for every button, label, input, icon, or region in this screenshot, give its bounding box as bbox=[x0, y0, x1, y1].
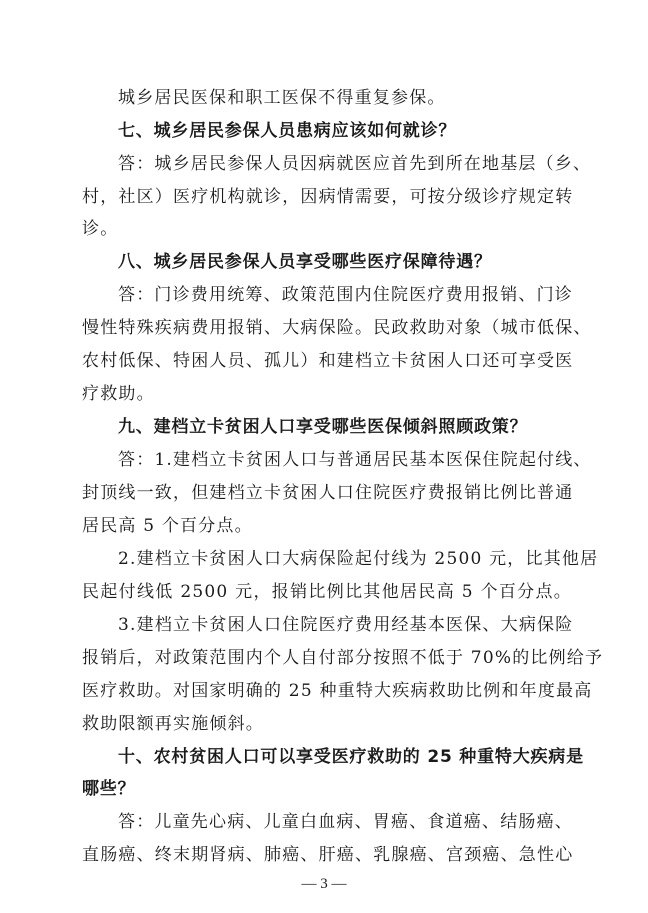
paragraph-line: 报销后，对政策范围内个人自付部分按照不低于 70%的比例给予 bbox=[82, 648, 604, 668]
paragraph-line: 疗救助。 bbox=[82, 384, 155, 404]
paragraph-line: 答：儿童先心病、儿童白血病、胃癌、食道癌、结肠癌、 bbox=[118, 812, 573, 832]
paragraph-line: 2.建档立卡贫困人口大病保险起付线为 2500 元，比其他居 bbox=[118, 549, 599, 569]
paragraph-line: 医疗救助。对国家明确的 25 种重特大疾病救助比例和年度最高 bbox=[82, 681, 593, 701]
paragraph-line: 村，社区）医疗机构就诊，因病情需要，可按分级诊疗规定转 bbox=[82, 187, 574, 207]
section-heading-8: 八、城乡居民参保人员享受哪些医疗保障待遇？ bbox=[118, 252, 492, 272]
section-heading-10-continued: 哪些？ bbox=[82, 779, 136, 799]
paragraph-line: 民起付线低 2500 元，报销比例比其他居民高 5 个百分点。 bbox=[82, 582, 572, 602]
paragraph-line: 答：城乡居民参保人员因病就医应首先到所在地基层（乡、 bbox=[118, 154, 592, 174]
page-number: — 3 — bbox=[301, 876, 347, 892]
paragraph-line: 农村低保、特困人员、孤儿）和建档立卡贫困人口还可享受医 bbox=[82, 351, 574, 371]
paragraph-line: 直肠癌、终末期肾病、肺癌、肝癌、乳腺癌、宫颈癌、急性心 bbox=[82, 845, 574, 865]
paragraph-line: 封顶线一致，但建档立卡贫困人口住院医疗费报销比例比普通 bbox=[82, 483, 574, 503]
paragraph-line: 3.建档立卡贫困人口住院医疗费用经基本医保、大病保险 bbox=[118, 615, 574, 635]
paragraph-line: 慢性特殊疾病费用报销、大病保险。民政救助对象（城市低保、 bbox=[82, 318, 592, 338]
paragraph-line: 城乡居民医保和职工医保不得重复参保。 bbox=[118, 88, 446, 108]
section-heading-9: 九、建档立卡贫困人口享受哪些医保倾斜照顾政策？ bbox=[118, 417, 528, 437]
paragraph-line: 居民高 5 个百分点。 bbox=[82, 516, 253, 536]
paragraph-line: 答：1.建档立卡贫困人口与普通居民基本医保住院起付线、 bbox=[118, 450, 592, 470]
section-heading-7: 七、城乡居民参保人员患病应该如何就诊？ bbox=[118, 121, 457, 141]
paragraph-line: 救助限额再实施倾斜。 bbox=[82, 714, 264, 734]
paragraph-line: 答：门诊费用统筹、政策范围内住院医疗费用报销、门诊 bbox=[118, 285, 573, 305]
paragraph-line: 诊。 bbox=[82, 219, 119, 239]
section-heading-10: 十、农村贫困人口可以享受医疗救助的 25 种重特大疾病是 bbox=[118, 747, 584, 767]
